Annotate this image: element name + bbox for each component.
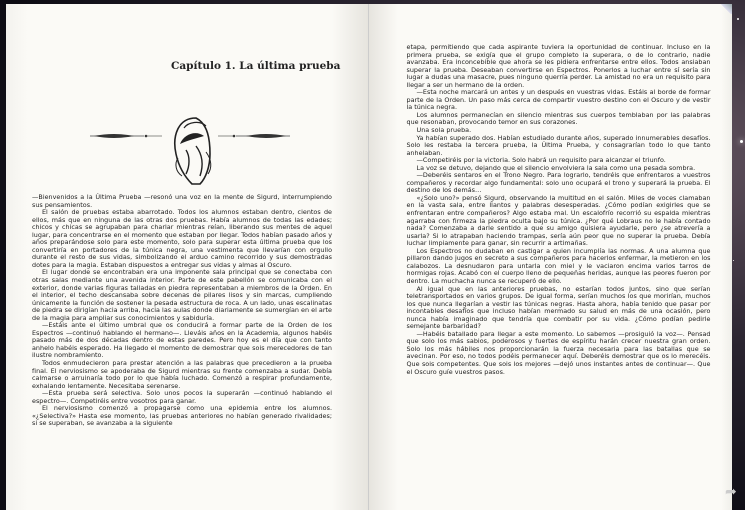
paragraph: La voz se detuvo, dejando que el silencio envolviera la sala como una pesada sombra. xyxy=(416,163,696,172)
paragraph: «¿Solo uno?» pensó Sigurd, observando la multitud en el salón. Miles de voces clamaban en la vasta sala, entre llantos y palabras desesperadas. ¿Cómo podían exigirles que se enfrentaran entre compañeros? Algo estaba mal. Un escalofrío recorrió su espalda mientras agarraba con firmeza la piedra oculta bajo su túnica. ¿Por qué Lobraus no le había contado nada? Comenzaba a darle sentido a que su amigo quisiera ayudarle, pero ¿se atrevería a usarla? Si lo atrapaban haciendo trampas, sería aún peor que no superar la prueba. Debía luchar limpiamente para ganar, sin recurrir a artimañas. xyxy=(406,193,711,248)
paragraph: El lugar donde se encontraban era una imponente sala principal que se conectaba con otras salas mediante una avenida interior. Parte de este pabellón se comunicaba con el exterior, donde varias figuras talladas en piedra representaban a miembros de la Orden. En el interior, el techo descansaba sobre decenas de pilares lisos y sin marcas, cumpliendo únicamente la función de sostener la pesada estructura de roca. A un lado, unas escalinatas de piedra se dirigían hacia arriba, hacia las aulas donde diariamente se sumergían en el arte de la magia para ampliar sus conocimientos y sabiduría. xyxy=(32,268,332,322)
background-star xyxy=(740,140,743,143)
page-curl-corner[interactable] xyxy=(720,4,732,14)
paragraph: El nerviosismo comenzó a propagarse como una epidemia entre los alumnos. «¿Selectiva?» Hasta ese momento, las pruebas anteriores no habían generado rivalidades; si se superaban, se avanzaba a la siguiente xyxy=(32,404,332,428)
background-star xyxy=(733,260,734,261)
paragraph: Los alumnos permanecían en silencio mientras sus cuerpos temblaban por las palabras que resonaban, provocando temor en sus corazones. xyxy=(406,110,711,127)
background-star xyxy=(737,18,739,20)
paragraph: Todos enmudecieron para prestar atención a las palabras que precedieron a la prueba final. El nerviosismo se apoderaba de Sigurd mientras su frente comenzaba a sudar. Debía calmarse o arruinaría todo por lo que había luchado. Comenzó a respirar profundamente, exhalando lentamente. Necesitaba serenarse. xyxy=(32,359,332,390)
paragraph: Al igual que en las anteriores pruebas, no estarían todos juntos, sino que serían teletransportados en varios grupos. De igual forma, serían muchos los que morirían, muchos los que nunca llegarían a vestir las túnicas negras. Hasta ahora, había tenido que pasar por incontables desafíos que incluso habían mermado su salud en más de una ocasión, pero nunca había imaginado que tendría que combatir por su vida. ¿Cómo podían pedirle semejante barbaridad? xyxy=(406,284,711,331)
paragraph: —Habéis batallado para llegar a este momento. Lo sabemos —prosiguió la voz—. Pensad que solo los más sabios, poderosos y fuertes de espíritu harán crecer nuestra gran orden. Solo los más hábiles nos proporcionarán la fuerza necesaria para las batallas que se avecinan. Por eso, no todos podéis permanecer aquí. Deberéis demostrar que os lo merecéis. Que sois competentes. Que sois los mejores —dejó unos instantes antes de continuar—. Que el Oscuro guíe vuestros pasos. xyxy=(406,329,711,376)
hooded-figure-ornament xyxy=(84,114,296,188)
paragraph: —Deberéis sentaros en el Trono Negro. Para lograrlo, tendréis que enfrentaros a vuestros compañeros y recordar algo fundamental: solo uno ocupará el trono y superará la prueba. El destino de los demás… xyxy=(406,171,711,195)
right-page[interactable] xyxy=(369,4,733,510)
chapter-title: Capítulo 1. La última prueba xyxy=(171,60,341,72)
paragraph: —Esta noche marcará un antes y un después en vuestras vidas. Estáis al borde de formar parte de la Orden. Un paso más cerca de compartir vuestro destino con el Oscuro y de vestir la túnica negra. xyxy=(406,88,711,112)
paragraph: —Esta prueba será selectiva. Solo unos pocos la superarán —continuó hablando el espectro—. Competiréis entre vosotros para ganar. xyxy=(32,389,332,405)
paragraph: —Bienvenidos a la Última Prueba —resonó una voz en la mente de Sigurd, interrumpiendo sus pensamientos. xyxy=(32,193,332,209)
paragraph: Ya habían superado dos. Habían estudiado durante años, superado innumerables desafíos. Solo les restaba la tercera prueba, la Última Prueba, y consagrarían todo lo que tanto anhelaban. xyxy=(406,133,711,157)
paragraph: —Competiréis por la victoria. Solo habrá un requisito para alcanzar el triunfo. xyxy=(416,156,666,165)
paragraph: Una sola prueba. xyxy=(416,126,472,135)
paragraph: Los Espectros no dudaban en castigar a quien incumplía las normas. A una alumna que pillaron dando jugos en secreto a sus compañeros para hacerlos enfermar, la metieron en los calabozos. La desnudaron para untarla con miel y le vaciaron encima varios tarros de hormigas rojas. Acabó con el cuerpo lleno de pequeñas heridas, aunque las peores fueron por dentro. La muchacha nunca se recuperó de ello. xyxy=(406,246,711,285)
paragraph: etapa, permitiendo que cada aspirante tuviera la oportunidad de continuar. Incluso en la primera prueba, se exigía que el grupo completo la superara, o de lo contrario, nadie avanzaba. Era inconcebible que ahora se les pidiera enfrentarse entre ellos. Todos ansiaban superar la prueba. Deseaban convertirse en Espectros. Ponerlos a luchar entre sí sería sin lugar a dudas una masacre, pues ninguno querría perder. La amistad no era un requisito para llegar a ser un hermano de la orden. xyxy=(406,43,711,89)
paragraph: El salón de pruebas estaba abarrotado. Todos los alumnos estaban dentro, cientos de ellos, más que en ninguna de las otras dos pruebas. Había alumnos de todas las edades; chicos y chicas se agrupaban para charlar mientras reían, liberando sus mentes de aquel lugar, para concentrarse en el momento que estaban por llegar. Todos habían pasado años y años preparándose solo para este momento, solo para superar esta última prueba que los convertiría en portadores de la túnica negra, una vestimenta que llevarían con orgullo durante el resto de sus vidas, simbolizando el arduo camino recorrido y sus demostradas dotes para la magia. Estaban dispuestos a entregar sus vidas y almas al Oscuro. xyxy=(32,208,332,269)
next-page-arrow-icon[interactable]: ➦ xyxy=(725,484,737,500)
right-page-text xyxy=(407,44,711,376)
left-page[interactable] xyxy=(6,4,369,510)
ebook-spread xyxy=(6,4,732,510)
left-page-text xyxy=(32,194,332,428)
paragraph: —Estáis ante el último umbral que os conducirá a formar parte de la Orden de los Espectros —continuó hablando el hermano—. Lleváis años en la Academia, algunos habéis pasado más de dos décadas dentro de estas paredes. Pero hoy es el día que con tanto anhelo habéis esperado. Ha llegado el momento de demostrar que sois merecedores de tan ilustre nombramiento. xyxy=(32,321,332,360)
